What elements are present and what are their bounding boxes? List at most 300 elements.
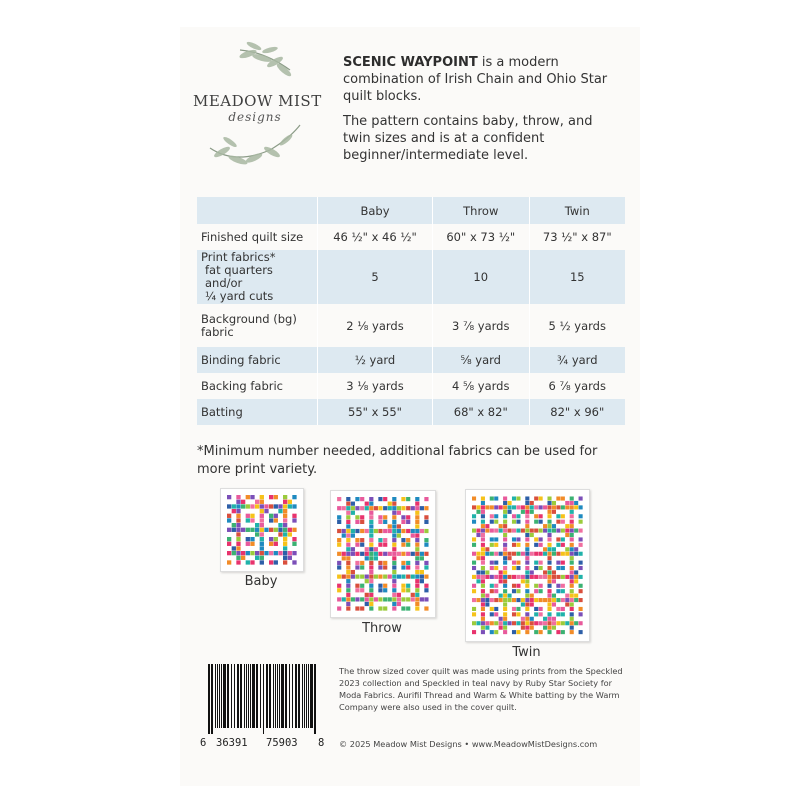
quilt-patch [570,524,574,528]
quilt-patch [378,584,382,588]
quilt-patch [250,504,254,508]
baby-label: Baby [244,574,278,589]
quilt-patch [260,532,264,536]
quilt-patch [525,524,529,528]
quilt-pattern [331,491,435,617]
quilt-patch [378,497,382,501]
quilt-patch [369,588,373,592]
quilt-patch [360,529,364,533]
quilt-patch [525,514,529,518]
quilt-patch [415,579,419,583]
cell-twin: 73 ½" x 87" [542,230,612,244]
cell-baby: 55" x 55" [318,399,433,425]
quilt-patch [508,505,512,509]
quilt-patch [552,529,556,533]
quilt-patch [415,584,419,588]
quilt-patch [415,593,419,597]
quilt-patch [260,495,264,499]
quilt-patch [401,565,405,569]
quilt-patch [346,524,350,528]
quilt-patch [406,538,410,542]
quilt-patch [278,551,282,555]
quilt-patch [534,537,538,541]
quilt-patch [499,626,503,630]
barcode-digits-3: 75903 [266,737,298,749]
quilt-patch [556,537,560,541]
twin-quilt-image [465,489,590,642]
quilt-patch [539,537,543,541]
quilt-patch [392,584,396,588]
quilt-patch [552,626,556,630]
quilt-patch [525,575,529,579]
quilt-patch [227,560,231,564]
quilt-patch [561,552,565,556]
quilt-patch [565,501,569,505]
quilt-patch [494,607,498,611]
quilt-patch [292,518,296,522]
quilt-patch [525,570,529,574]
quilt-patch [490,575,494,579]
quilt-patch [556,561,560,565]
barcode-bar [248,664,249,728]
quilt-patch [415,515,419,519]
cell-twin: 5 ½ yards [548,318,606,333]
quilt-patch [472,520,476,524]
quilt-patch [369,565,373,569]
quilt-patch [503,496,507,500]
quilt-pattern [221,489,303,571]
quilt-patch [499,617,503,621]
quilt-patch [481,537,485,541]
quilt-patch [415,511,419,515]
quilt-patch [232,504,236,508]
quilt-patch [397,533,401,537]
barcode-bar [306,664,307,728]
row-label-line: Print fabrics* [201,250,276,264]
quilt-patch [369,497,373,501]
quilt-patch [269,528,273,532]
quilt-patch [570,598,574,602]
quilt-patch [255,504,259,508]
quilt-patch [369,529,373,533]
quilt-patch [543,570,547,574]
quilt-patch [227,551,231,555]
quilt-patch [516,514,520,518]
quilt-patch [539,561,543,565]
quilt-patch [411,506,415,510]
quilt-patch [494,552,498,556]
quilt-patch [424,543,428,547]
quilt-patch [552,598,556,602]
quilt-patch [490,566,494,570]
quilt-patch [503,626,507,630]
quilt-patch [539,505,543,509]
quilt-patch [246,514,250,518]
quilt-patch [392,588,396,592]
quilt-patch [346,588,350,592]
quilt-patch [472,529,476,533]
quilt-patch [351,575,355,579]
quilt-patch [503,524,507,528]
quilt-patch [579,520,583,524]
barcode-bar [217,664,218,728]
quilt-patch [476,570,480,574]
quilt-patch [547,543,551,547]
quilt-patch [388,552,392,556]
quilt-patch [512,561,516,565]
quilt-patch [494,543,498,547]
quilt-patch [383,565,387,569]
cell-throw: ⅝ yard [432,347,529,373]
quilt-patch [397,602,401,606]
quilt-patch [420,556,424,560]
quilt-patch [472,552,476,556]
quilt-patch [269,551,273,555]
quilt-patch [512,612,516,616]
quilt-patch [547,533,551,537]
quilt-patch [503,570,507,574]
quilt-patch [415,529,419,533]
quilt-patch [250,514,254,518]
quilt-patch [424,529,428,533]
quilt-patch [525,621,529,625]
quilt-patch [570,594,574,598]
quilt-patch [420,552,424,556]
quilt-patch [388,524,392,528]
quilt-patch [378,515,382,519]
quilt-patch [401,497,405,501]
quilt-patch [472,496,476,500]
row-label: Batting [197,399,318,425]
quilt-patch [383,597,387,601]
cell-baby: ½ yard [318,347,433,373]
quilt-patch [236,518,240,522]
quilt-patch [503,607,507,611]
quilt-patch [485,626,489,630]
quilt-patch [346,561,350,565]
quilt-patch [516,537,520,541]
quilt-patch [565,552,569,556]
quilt-patch [260,514,264,518]
quilt-patch [337,520,341,524]
quilt-patch [525,566,529,570]
quilt-patch [236,546,240,550]
quilt-patch [401,552,405,556]
quilt-patch [472,584,476,588]
quilt-patch [516,612,520,616]
quilt-patch [530,575,534,579]
quilt-patch [494,598,498,602]
quilt-patch [476,533,480,537]
quilt-patch [525,501,529,505]
quilt-patch [346,552,350,556]
quilt-patch [512,607,516,611]
quilt-patch [481,612,485,616]
barcode-bar [263,664,264,734]
quilt-patch [481,626,485,630]
quilt-patch [424,584,428,588]
quilt-patch [503,543,507,547]
barcode-bar [289,664,290,728]
quilt-patch [269,518,273,522]
quilt-patch [547,602,551,606]
quilt-patch [415,588,419,592]
quilt-patch [503,533,507,537]
quilt-patch [547,584,551,588]
quilt-patch [521,510,525,514]
quilt-patch [476,598,480,602]
quilt-patch [397,593,401,597]
quilt-patch [401,515,405,519]
quilt-patch [490,537,494,541]
quilt-patch [561,630,565,634]
quilt-patch [525,556,529,560]
quilt-patch [369,515,373,519]
quilt-patch [369,556,373,560]
quilt-patch [355,538,359,542]
quilt-patch [397,529,401,533]
quilt-patch [346,575,350,579]
quilt-patch [570,543,574,547]
quilt-patch [539,612,543,616]
quilt-patch [539,552,543,556]
quilt-patch [260,546,264,550]
quilt-patch [534,612,538,616]
quilt-patch [383,606,387,610]
quilt-patch [494,612,498,616]
quilt-patch [503,575,507,579]
quilt-patch [543,524,547,528]
quilt-patch [556,584,560,588]
quilt-patch [365,502,369,506]
quilt-patch [411,529,415,533]
quilt-patch [579,514,583,518]
quilt-patch [369,506,373,510]
row-label: Backing fabric [197,373,318,399]
quilt-patch [534,621,538,625]
quilt-patch [565,533,569,537]
quilt-patch [490,543,494,547]
quilt-patch [512,537,516,541]
quilt-patch [337,529,341,533]
quilt-patch [260,509,264,513]
quilt-patch [415,497,419,501]
quilt-patch [512,589,516,593]
quilt-patch [365,552,369,556]
quilt-patch [378,606,382,610]
quilt-patch [579,566,583,570]
quilt-patch [534,552,538,556]
cell-baby: 2 ⅛ yards [318,304,433,347]
quilt-patch [288,528,292,532]
quilt-patch [365,506,369,510]
quilt-patch [392,602,396,606]
quilt-patch [355,597,359,601]
quilt-patch [579,529,583,533]
quilt-patch [521,621,525,625]
quilt-pattern [466,490,589,641]
quilt-patch [342,529,346,533]
quilt-patch [570,579,574,583]
quilt-patch [369,552,373,556]
quilt-patch [355,543,359,547]
quilt-patch [481,514,485,518]
quilt-patch [525,602,529,606]
quilt-patch [288,504,292,508]
quilt-patch [539,529,543,533]
quilt-patch [543,547,547,551]
quilt-patch [424,506,428,510]
quilt-patch [346,511,350,515]
quilt-patch [392,543,396,547]
quilt-patch [246,542,250,546]
quilt-patch [499,575,503,579]
quilt-patch [365,575,369,579]
quilt-patch [260,523,264,527]
quilt-patch [552,501,556,505]
quilt-patch [360,588,364,592]
quilt-patch [570,537,574,541]
logo-wordmark: MEADOW MIST [193,92,322,110]
quilt-patch [401,543,405,547]
quilt-patch [556,598,560,602]
quilt-patch [278,509,282,513]
quilt-patch [508,575,512,579]
quilt-patch [530,570,534,574]
quilt-patch [415,570,419,574]
barcode-bar [314,664,316,734]
row-label-line: fabric [201,324,234,339]
quilt-patch [283,542,287,546]
quilt-patch [556,630,560,634]
quilt-patch [521,602,525,606]
quilt-patch [236,556,240,560]
quilt-patch [415,556,419,560]
header-throw: Throw [432,197,529,224]
quilt-patch [565,575,569,579]
quilt-patch [365,597,369,601]
quilt-patch [351,570,355,574]
quilt-patch [490,621,494,625]
quilt-patch [346,584,350,588]
quilt-patch [579,589,583,593]
quilt-patch [561,612,565,616]
quilt-patch [337,597,341,601]
quilt-patch [274,528,278,532]
quilt-patch [346,506,350,510]
footnote: *Minimum number needed, additional fabrics can be used for more print variety. [197,444,598,477]
quilt-patch [521,617,525,621]
quilt-patch [255,528,259,532]
quilt-patch [481,520,485,524]
quilt-patch [337,552,341,556]
quilt-patch [342,556,346,560]
quilt-patch [570,630,574,634]
quilt-patch [490,589,494,593]
quilt-patch [255,500,259,504]
quilt-patch [508,556,512,560]
quilt-patch [530,626,534,630]
quilt-patch [355,588,359,592]
quilt-patch [494,630,498,634]
quilt-patch [481,505,485,509]
quilt-patch [260,518,264,522]
quilt-patch [512,598,516,602]
row-label [197,304,318,347]
quilt-patch [539,630,543,634]
quilt-patch [525,630,529,634]
quilt-patch [424,597,428,601]
quilt-patch [512,575,516,579]
quilt-patch [424,561,428,565]
quilt-patch [369,570,373,574]
quilt-patch [355,506,359,510]
quilt-patch [525,505,529,509]
quilt-patch [355,529,359,533]
quilt-patch [574,501,578,505]
quilt-patch [351,511,355,515]
quilt-patch [355,497,359,501]
quilt-patch [274,518,278,522]
quilt-patch [579,612,583,616]
row-label-line: fat quarters and/or [205,263,273,290]
quilt-patch [534,514,538,518]
quilt-patch [337,497,341,501]
quilt-patch [499,598,503,602]
table-row [197,250,625,304]
quilt-patch [485,621,489,625]
quilt-patch [278,532,282,536]
quilt-patch [383,497,387,501]
quilt-patch [481,501,485,505]
quilt-patch [516,584,520,588]
header-twin: Twin [529,197,625,224]
quilt-patch [360,584,364,588]
quilt-patch [490,584,494,588]
quilt-patch [547,598,551,602]
quilt-patch [481,561,485,565]
quilt-patch [570,617,574,621]
quilt-patch [539,607,543,611]
cell-throw: 68" x 82" [432,399,529,425]
quilt-patch [525,584,529,588]
quilt-patch [378,529,382,533]
quilt-patch [278,528,282,532]
quilt-patch [383,561,387,565]
quilt-patch [383,520,387,524]
quilt-patch [530,510,534,514]
barcode-bar [256,664,258,728]
quilt-patch [346,606,350,610]
quilt-patch [369,584,373,588]
quilt-patch [516,505,520,509]
quilt-patch [503,529,507,533]
quilt-patch [392,579,396,583]
quilt-patch [512,552,516,556]
quilt-patch [579,630,583,634]
quilt-patch [516,630,520,634]
quilt-patch [250,528,254,532]
barcode-bar [215,664,216,728]
quilt-patch [472,561,476,565]
quilt-patch [360,506,364,510]
quilt-patch [539,589,543,593]
quilt-patch [570,589,574,593]
quilt-patch [525,626,529,630]
quilt-patch [547,556,551,560]
quilt-patch [411,597,415,601]
quilt-patch [351,506,355,510]
